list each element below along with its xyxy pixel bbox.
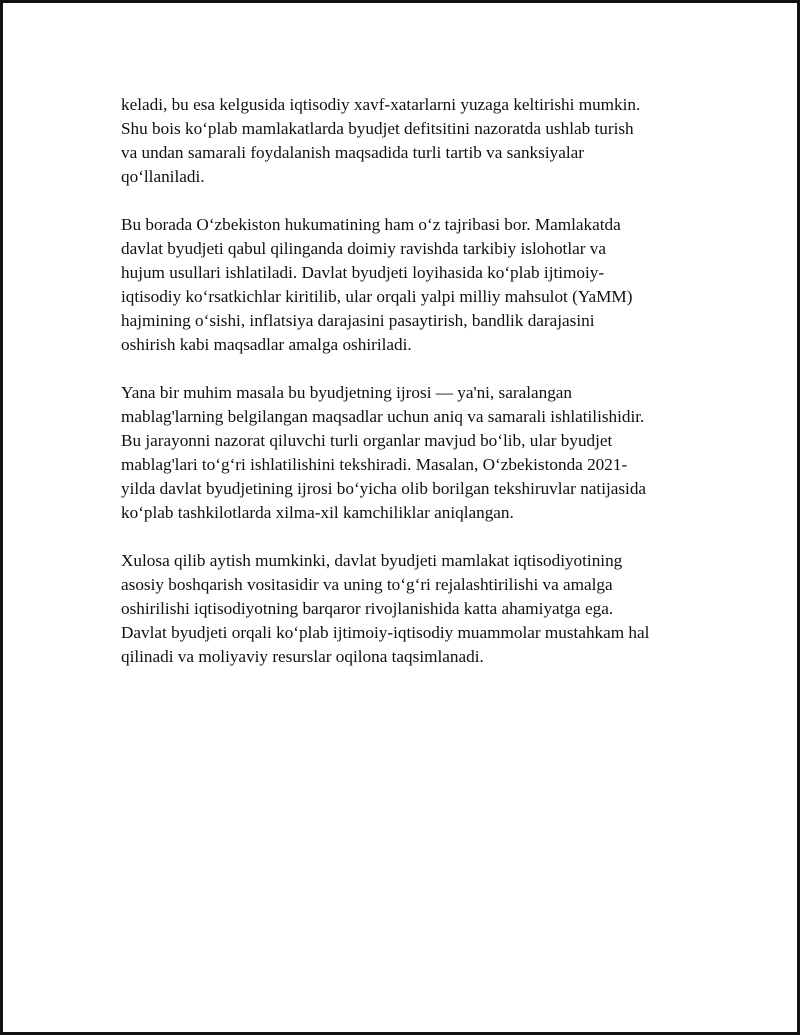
document-body: [121, 93, 701, 693]
paragraph-1: [121, 93, 701, 189]
text-line: qo‘llaniladi.: [121, 167, 205, 186]
text-line: mablag'lari to‘g‘ri ishlatilishini tekshiradi. Masalan, O‘zbekistonda 2021-: [121, 455, 628, 474]
text-line: Bu jarayonni nazorat qiluvchi turli organlar mavjud bo‘lib, ular byudjet: [121, 431, 613, 450]
text-line: hujum usullari ishlatiladi. Davlat byudjeti loyihasida ko‘plab ijtimoiy-: [121, 263, 605, 282]
text-line: oshirish kabi maqsadlar amalga oshiriladi.: [121, 335, 412, 354]
text-line: yilda davlat byudjetining ijrosi bo‘yicha olib borilgan tekshiruvlar natijasida: [121, 479, 647, 498]
text-line: davlat byudjeti qabul qilinganda doimiy ravishda tarkibiy islohotlar va: [121, 239, 606, 258]
text-line: Davlat byudjeti orqali ko‘plab ijtimoiy-iqtisodiy muammolar mustahkam hal: [121, 623, 650, 642]
paragraph-4: [121, 549, 701, 669]
text-line: asosiy boshqarish vositasidir va uning to‘g‘ri rejalashtirilishi va amalga: [121, 575, 613, 594]
paragraph-3: [121, 381, 701, 525]
text-line: hajmining o‘sishi, inflatsiya darajasini pasaytirish, bandlik darajasini: [121, 311, 595, 330]
text-line: qilinadi va moliyaviy resurslar oqilona taqsimlanadi.: [121, 647, 484, 666]
paragraph-2: [121, 213, 701, 357]
text-line: keladi, bu esa kelgusida iqtisodiy xavf-xatarlarni yuzaga keltirishi mumkin.: [121, 95, 641, 114]
text-line: va undan samarali foydalanish maqsadida turli tartib va sanksiyalar: [121, 143, 584, 162]
text-line: Shu bois ko‘plab mamlakatlarda byudjet defitsitini nazoratda ushlab turish: [121, 119, 634, 138]
text-line: mablag'larning belgilangan maqsadlar uchun aniq va samarali ishlatilishidir.: [121, 407, 645, 426]
text-line: Bu borada O‘zbekiston hukumatining ham o‘z tajribasi bor. Mamlakatda: [121, 215, 621, 234]
text-line: Xulosa qilib aytish mumkinki, davlat byudjeti mamlakat iqtisodiyotining: [121, 551, 623, 570]
text-line: Yana bir muhim masala bu byudjetning ijrosi — ya'ni, saralangan: [121, 383, 573, 402]
text-line: ko‘plab tashkilotlarda xilma-xil kamchiliklar aniqlangan.: [121, 503, 514, 522]
text-line: oshirilishi iqtisodiyotning barqaror rivojlanishida katta ahamiyatga ega.: [121, 599, 614, 618]
text-line: iqtisodiy ko‘rsatkichlar kiritilib, ular orqali yalpi milliy mahsulot (YaMM): [121, 287, 633, 306]
